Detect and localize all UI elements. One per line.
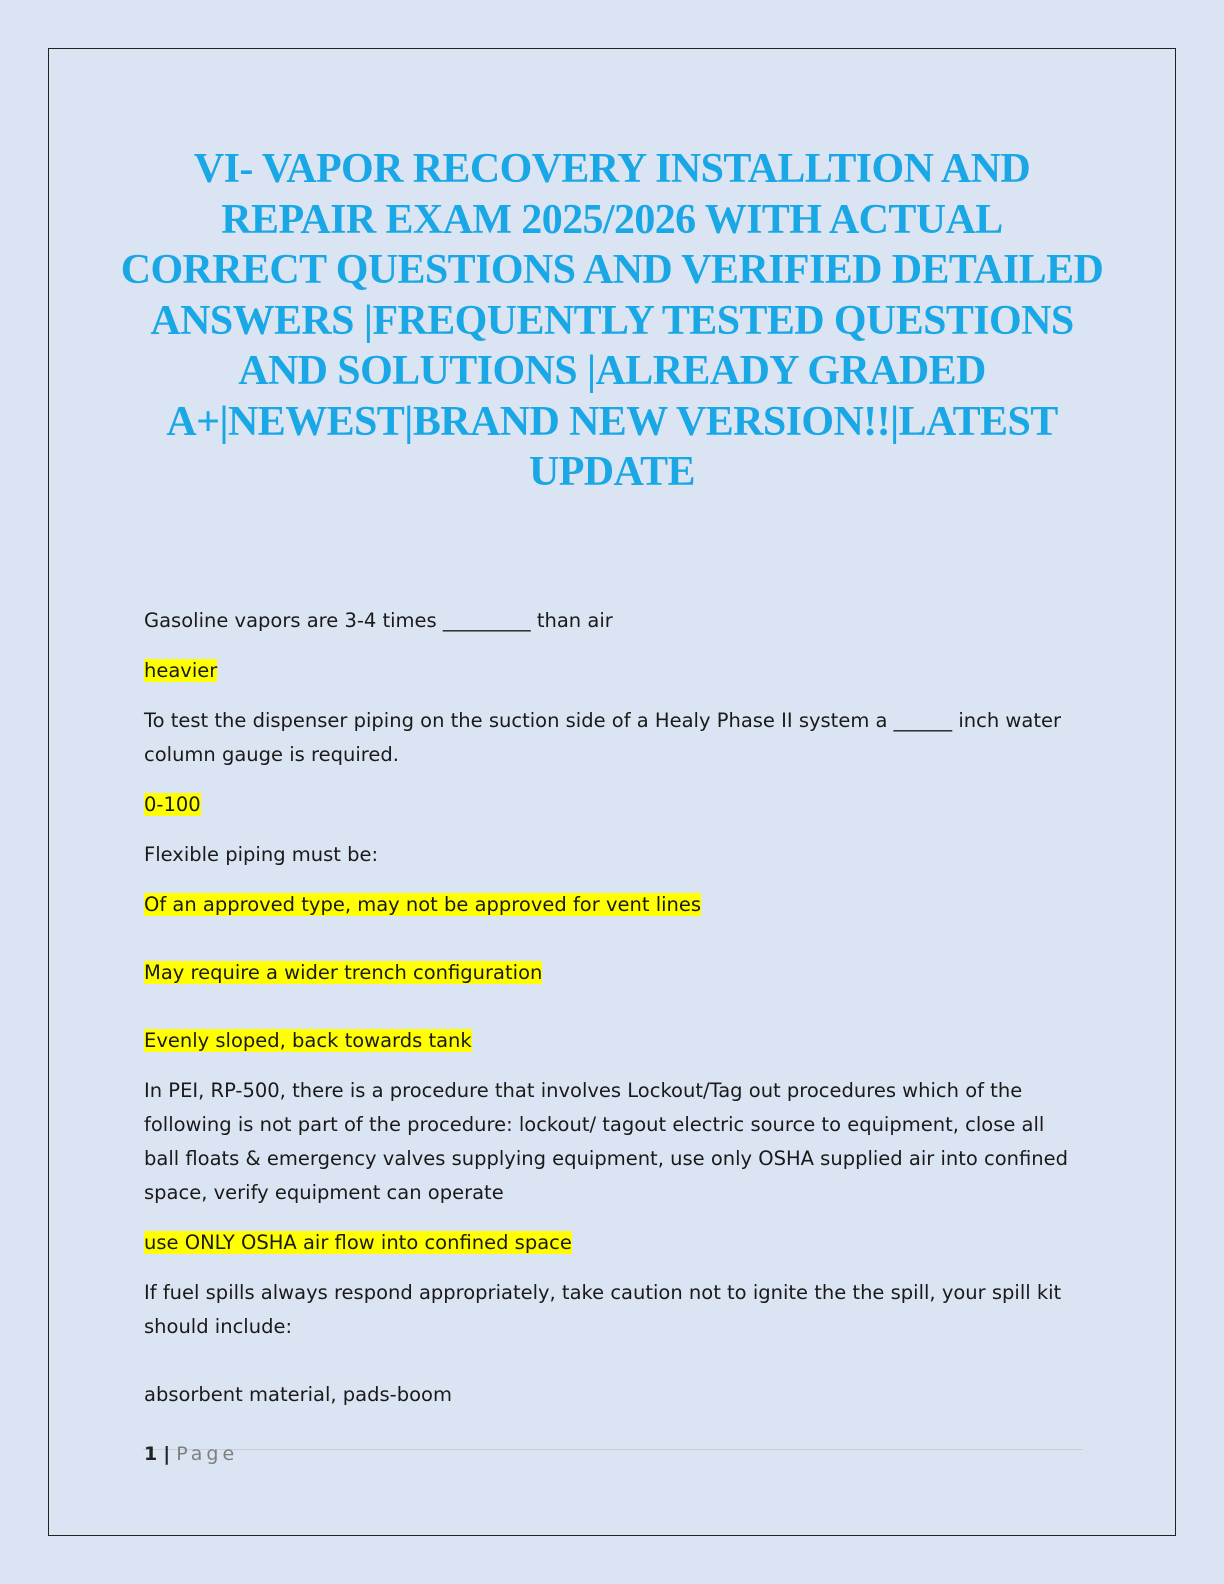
question-text: If fuel spills always respond appropriately, take caution not to ignite the the spill, your spill kit should include: bbox=[144, 1281, 1062, 1338]
answer-text bbox=[144, 956, 1084, 990]
answer-text bbox=[144, 788, 1084, 822]
answer-highlight: Evenly sloped, back towards tank bbox=[144, 1029, 472, 1052]
answer-text bbox=[144, 654, 1084, 688]
footer-divider bbox=[143, 1449, 1083, 1450]
page-footer bbox=[144, 1440, 238, 1468]
page-number: 1 bbox=[144, 1443, 158, 1465]
question-text: To test the dispenser piping on the suction side of a Healy Phase II system a ______ inch water column gauge is required. bbox=[144, 709, 1061, 766]
qa-content bbox=[144, 604, 1084, 1428]
answer-highlight: use ONLY OSHA air flow into confined space bbox=[144, 1231, 572, 1254]
question-text: Gasoline vapors are 3-4 times _________ than air bbox=[144, 609, 613, 632]
answer-text-plain: absorbent material, pads-boom bbox=[144, 1383, 452, 1406]
question-text: Flexible piping must be: bbox=[144, 843, 379, 866]
answer-text bbox=[144, 888, 1084, 922]
answer-highlight: heavier bbox=[144, 659, 218, 682]
document-title: VI- VAPOR RECOVERY INSTALLTION AND REPAIR EXAM 2025/2026 WITH ACTUAL CORRECT QUESTIONS AND VERIFIED DETAILED ANSWERS |FREQUENTLY TESTED QUESTIONS AND SOLUTIONS |ALREADY GRADED A+|NEWEST|BRAND NEW VERSION!!|LATEST UPDATE bbox=[120, 146, 1104, 495]
answer-highlight: Of an approved type, may not be approved for vent lines bbox=[144, 893, 702, 916]
answer-text bbox=[144, 1226, 1084, 1260]
answer-text bbox=[144, 1024, 1084, 1058]
page-label: Page bbox=[176, 1443, 239, 1465]
answer-highlight: 0-100 bbox=[144, 793, 201, 816]
question-text: In PEI, RP-500, there is a procedure that involves Lockout/Tag out procedures which of the following is not part of the procedure: lockout/ tagout electric source to equipment, close all ball floats & emergency valves supplying equipment, use only OSHA supplied air into confined space, verify equipment can operate bbox=[144, 1079, 1069, 1204]
footer-separator: | bbox=[163, 1443, 171, 1465]
answer-highlight: May require a wider trench configuration bbox=[144, 961, 543, 984]
